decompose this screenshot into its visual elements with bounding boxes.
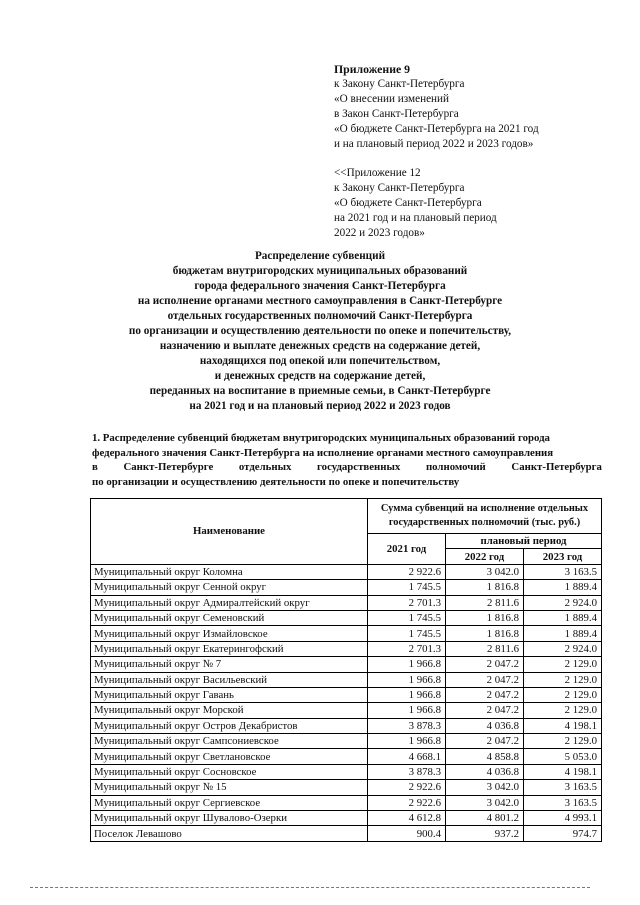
- value-2022-cell: 3 042.0: [446, 564, 524, 579]
- appendix-line: в Закон Санкт-Петербурга: [334, 108, 459, 120]
- municipality-name-cell: Муниципальный округ Сампсониевское: [91, 734, 368, 749]
- value-2022-cell: 4 801.2: [446, 811, 524, 826]
- title-line: по организации и осуществлению деятельности по опеке и попечительству,: [128, 325, 512, 337]
- page-bottom-rule: [30, 887, 590, 888]
- appendix-line: на 2021 год и на плановый период: [334, 212, 497, 224]
- title-line: Распределение субвенций: [254, 250, 386, 262]
- value-2021-cell: 4 612.8: [368, 811, 446, 826]
- value-2021-cell: 2 922.6: [368, 780, 446, 795]
- value-2022-cell: 1 816.8: [446, 580, 524, 595]
- municipality-name-cell: Муниципальный округ Адмиралтейский округ: [91, 595, 368, 610]
- section-word: Санкт-Петербурга: [511, 461, 602, 474]
- appendix-line: 2022 и 2023 годов»: [334, 227, 425, 239]
- value-2022-cell: 1 816.8: [446, 610, 524, 625]
- column-header-2022: 2022 год: [446, 549, 524, 564]
- title-line: бюджетам внутригородских муниципальных образований: [172, 265, 468, 277]
- appendix-line: <<Приложение 12: [334, 167, 421, 179]
- municipality-name-cell: Муниципальный округ Морской: [91, 703, 368, 718]
- appendix-header: [334, 62, 624, 241]
- value-2021-cell: 2 922.6: [368, 795, 446, 810]
- municipality-name-cell: Муниципальный округ Васильевский: [91, 672, 368, 687]
- value-2021-cell: 3 878.3: [368, 718, 446, 733]
- table-row: [91, 641, 602, 656]
- value-2021-cell: 1 745.5: [368, 580, 446, 595]
- table-row: [91, 718, 602, 733]
- value-2021-cell: 3 878.3: [368, 764, 446, 779]
- value-2023-cell: 2 129.0: [524, 734, 602, 749]
- municipality-name-cell: Муниципальный округ Семеновский: [91, 610, 368, 625]
- appendix-line: и на плановый период 2022 и 2023 годов»: [334, 138, 534, 150]
- table-body: [91, 564, 602, 841]
- title-line: переданных на воспитание в приемные семьи, в Санкт-Петербурге: [149, 385, 491, 397]
- value-2022-cell: 2 047.2: [446, 703, 524, 718]
- column-header-name: Наименование: [91, 499, 368, 565]
- value-2022-cell: 4 858.8: [446, 749, 524, 764]
- title-line: на исполнение органами местного самоуправления в Санкт-Петербурге: [137, 295, 503, 307]
- municipality-name-cell: Муниципальный округ Гавань: [91, 687, 368, 702]
- value-2023-cell: 3 163.5: [524, 780, 602, 795]
- value-2022-cell: 2 047.2: [446, 657, 524, 672]
- table-row: [91, 764, 602, 779]
- value-2022-cell: 2 811.6: [446, 641, 524, 656]
- value-2021-cell: 1 966.8: [368, 657, 446, 672]
- municipality-name-cell: Муниципальный округ Остров Декабристов: [91, 718, 368, 733]
- value-2023-cell: 2 129.0: [524, 703, 602, 718]
- value-2021-cell: 2 701.3: [368, 641, 446, 656]
- value-2021-cell: 1 966.8: [368, 703, 446, 718]
- value-2023-cell: 2 129.0: [524, 672, 602, 687]
- value-2023-cell: 2 129.0: [524, 657, 602, 672]
- table-row: [91, 687, 602, 702]
- value-2023-cell: 974.7: [524, 826, 602, 841]
- municipality-name-cell: Муниципальный округ Сергиевское: [91, 795, 368, 810]
- appendix-line: «О бюджете Санкт-Петербурга: [334, 197, 482, 209]
- table-row: [91, 626, 602, 641]
- subsidy-table: [90, 498, 602, 842]
- section-line: по организации и осуществлению деятельности по опеке и попечительству: [92, 475, 460, 488]
- municipality-name-cell: Муниципальный округ Шувалово-Озерки: [91, 811, 368, 826]
- table-row: [91, 580, 602, 595]
- value-2022-cell: 3 042.0: [446, 780, 524, 795]
- table-row: [91, 811, 602, 826]
- table-row: [91, 610, 602, 625]
- title-line: города федерального значения Санкт-Петербурга: [194, 280, 446, 292]
- value-2022-cell: 2 047.2: [446, 687, 524, 702]
- value-2022-cell: 1 816.8: [446, 626, 524, 641]
- table-row: [91, 672, 602, 687]
- value-2022-cell: 2 047.2: [446, 672, 524, 687]
- section-word: отдельных: [238, 461, 292, 474]
- value-2023-cell: 4 198.1: [524, 764, 602, 779]
- table-row: [91, 657, 602, 672]
- value-2021-cell: 900.4: [368, 826, 446, 841]
- municipality-name-cell: Муниципальный округ Измайловское: [91, 626, 368, 641]
- section-line-justified: [92, 460, 602, 475]
- value-2023-cell: 3 163.5: [524, 795, 602, 810]
- value-2021-cell: 2 922.6: [368, 564, 446, 579]
- section-line: 1. Распределение субвенций бюджетам внутригородских муниципальных образований города: [92, 432, 550, 444]
- table-row: [91, 734, 602, 749]
- column-header-2023: 2023 год: [524, 549, 602, 564]
- value-2022-cell: 4 036.8: [446, 764, 524, 779]
- section-word: в: [92, 461, 98, 474]
- value-2021-cell: 1 745.5: [368, 626, 446, 641]
- value-2023-cell: 1 889.4: [524, 610, 602, 625]
- appendix-title: Приложение 9: [334, 62, 411, 76]
- municipality-name-cell: Муниципальный округ Сосновское: [91, 764, 368, 779]
- value-2023-cell: 4 198.1: [524, 718, 602, 733]
- document-title: [60, 249, 580, 414]
- value-2021-cell: 4 668.1: [368, 749, 446, 764]
- value-2023-cell: 3 163.5: [524, 564, 602, 579]
- value-2023-cell: 2 924.0: [524, 641, 602, 656]
- value-2022-cell: 2 047.2: [446, 734, 524, 749]
- value-2021-cell: 1 745.5: [368, 610, 446, 625]
- municipality-name-cell: Муниципальный округ Коломна: [91, 564, 368, 579]
- municipality-name-cell: Муниципальный округ Светлановское: [91, 749, 368, 764]
- section-heading: [92, 431, 602, 489]
- table-row: [91, 780, 602, 795]
- section-word: государственных: [317, 461, 401, 474]
- appendix-line: «О внесении изменений: [334, 93, 450, 105]
- value-2023-cell: 5 053.0: [524, 749, 602, 764]
- table-row: [91, 826, 602, 841]
- municipality-name-cell: Муниципальный округ № 15: [91, 780, 368, 795]
- value-2022-cell: 4 036.8: [446, 718, 524, 733]
- column-header-sum: Сумма субвенций на исполнение отдельных государственных полномочий (тыс. руб.): [368, 499, 602, 534]
- title-line: на 2021 год и на плановый период 2022 и 2023 годов: [189, 400, 451, 412]
- section-word: полномочий: [425, 461, 486, 474]
- column-header-planned: плановый период: [446, 534, 602, 549]
- value-2021-cell: 2 701.3: [368, 595, 446, 610]
- value-2022-cell: 937.2: [446, 826, 524, 841]
- value-2023-cell: 2 924.0: [524, 595, 602, 610]
- value-2022-cell: 3 042.0: [446, 795, 524, 810]
- section-line: федерального значения Санкт-Петербурга на исполнение органами местного самоуправления: [92, 446, 554, 459]
- value-2021-cell: 1 966.8: [368, 734, 446, 749]
- municipality-name-cell: Муниципальный округ Екатерингофский: [91, 641, 368, 656]
- value-2022-cell: 2 811.6: [446, 595, 524, 610]
- value-2023-cell: 4 993.1: [524, 811, 602, 826]
- table-row: [91, 703, 602, 718]
- value-2021-cell: 1 966.8: [368, 687, 446, 702]
- title-line: назначению и выплате денежных средств на содержание детей,: [159, 340, 481, 352]
- table-row: [91, 564, 602, 579]
- value-2023-cell: 1 889.4: [524, 626, 602, 641]
- table-row: [91, 749, 602, 764]
- municipality-name-cell: Поселок Левашово: [91, 826, 368, 841]
- title-line: отдельных государственных полномочий Санкт-Петербурга: [167, 310, 473, 322]
- section-word: Санкт-Петербурге: [123, 461, 214, 474]
- value-2023-cell: 2 129.0: [524, 687, 602, 702]
- value-2021-cell: 1 966.8: [368, 672, 446, 687]
- title-line: и денежных средств на содержание детей,: [214, 370, 426, 382]
- appendix-line: к Закону Санкт-Петербурга: [334, 78, 465, 90]
- column-header-2021: 2021 год: [368, 534, 446, 565]
- municipality-name-cell: Муниципальный округ № 7: [91, 657, 368, 672]
- appendix-line: к Закону Санкт-Петербурга: [334, 182, 465, 194]
- value-2023-cell: 1 889.4: [524, 580, 602, 595]
- title-line: находящихся под опекой или попечительством,: [199, 355, 441, 367]
- appendix-line: «О бюджете Санкт-Петербурга на 2021 год: [334, 123, 539, 135]
- table-row: [91, 795, 602, 810]
- table-row: [91, 595, 602, 610]
- municipality-name-cell: Муниципальный округ Сенной округ: [91, 580, 368, 595]
